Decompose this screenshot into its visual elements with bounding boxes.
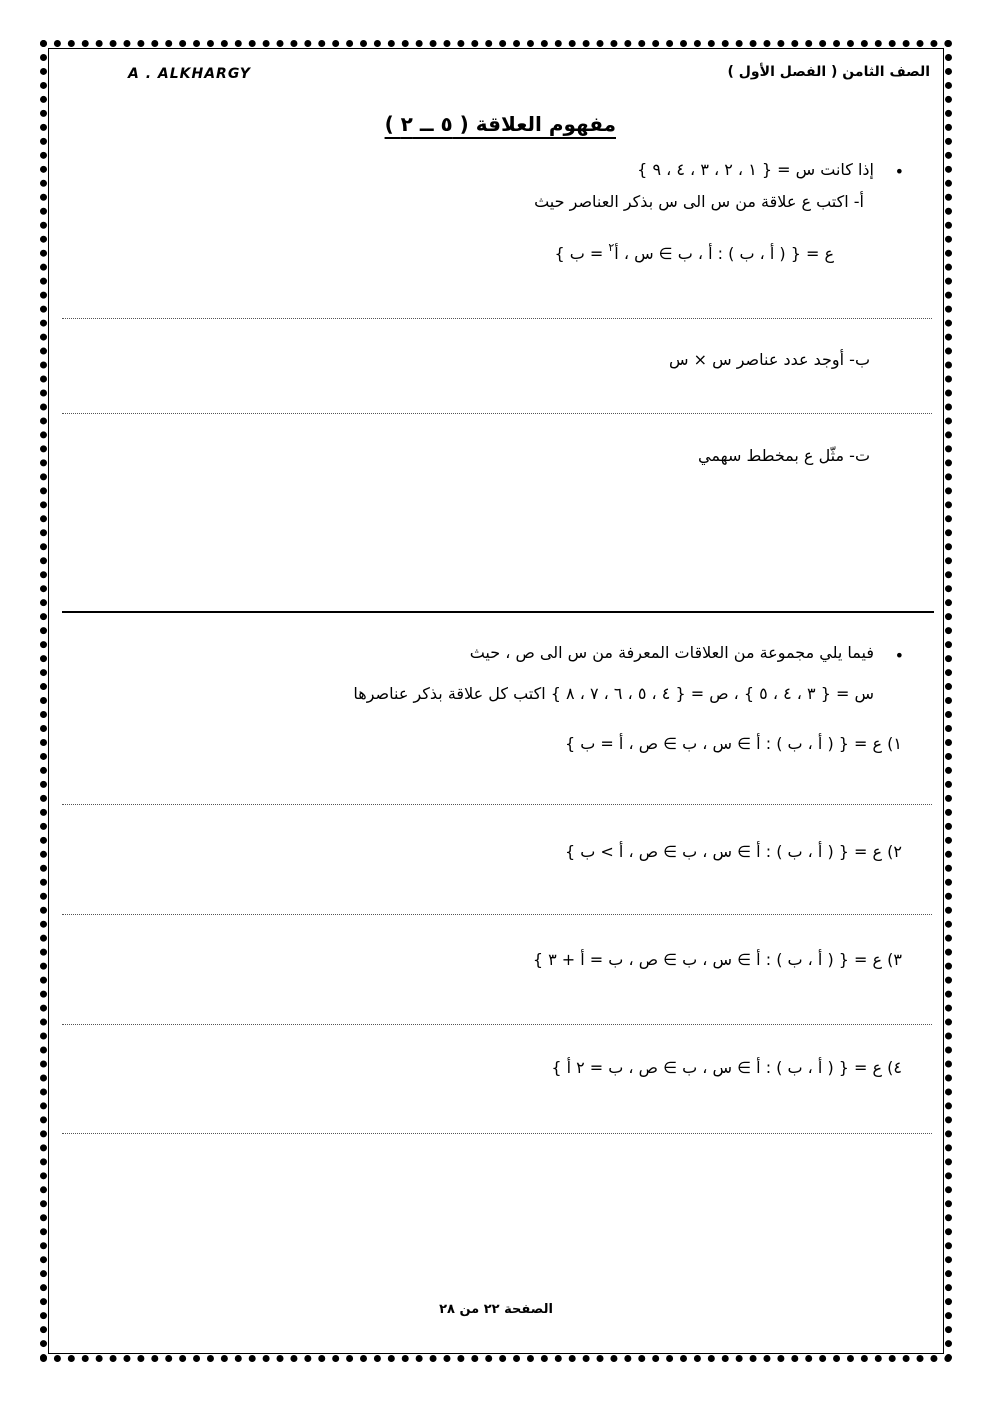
q2-stem: فيما يلي مجموعة من العلاقات المعرفة من س الى ص ، حيث [469, 643, 874, 662]
q2-item-3: ٣) ع = { ( أ ، ب ) : أ ∋ س ، ب ∋ ص ، ب = أ + ٣ } [532, 950, 902, 969]
q1-relation [554, 241, 834, 263]
author-label: A . ALKHARGY [128, 66, 251, 82]
q2-item-2: ٢) ع = { ( أ ، ب ) : أ ∋ س ، ب ∋ ص ، أ > ب } [565, 842, 902, 861]
course-label: الصف الثامن ( الفصل الأول ) [727, 64, 930, 80]
answer-line [62, 1133, 932, 1134]
q2-item-4: ٤) ع = { ( أ ، ب ) : أ ∋ س ، ب ∋ ص ، ب = ٢ أ } [551, 1058, 902, 1077]
section-divider [62, 611, 934, 613]
answer-line [62, 1024, 932, 1025]
q1-stem: إذا كانت س = { ١ ، ٢ ، ٣ ، ٤ ، ٩ } [637, 160, 874, 179]
page-number: الصفحة ٢٢ من ٢٨ [439, 1302, 553, 1317]
q1-relation-power: ٢ [608, 241, 615, 254]
q1-part-b: ب- أوجد عدد عناصر س × س [668, 350, 870, 369]
page-title: مفهوم العلاقة ( ٥ ــ ٢ ) [384, 112, 616, 136]
answer-line [62, 914, 932, 915]
q1-bullet: • [894, 162, 904, 181]
q1-relation-before: ع = { ( أ ، ب ) : أ ، ب ∋ س ، أ [614, 244, 834, 263]
q1-part-c: ت- مثّل ع بمخطط سهمي [698, 446, 870, 465]
q2-item-1: ١) ع = { ( أ ، ب ) : أ ∋ س ، ب ∋ ص ، أ = ب } [565, 734, 902, 753]
answer-line [62, 318, 932, 319]
answer-line [62, 804, 932, 805]
q2-bullet: • [894, 646, 904, 665]
q1-part-a: أ- اكتب ع علاقة من س الى س بذكر العناصر حيث [534, 192, 864, 211]
answer-line [62, 413, 932, 414]
q2-sets: س = { ٣ ، ٤ ، ٥ } ، ص = { ٤ ، ٥ ، ٦ ، ٧ ، ٨ } اكتب كل علاقة بذكر عناصرها [353, 684, 874, 703]
q1-relation-after: = ب } [554, 244, 609, 263]
